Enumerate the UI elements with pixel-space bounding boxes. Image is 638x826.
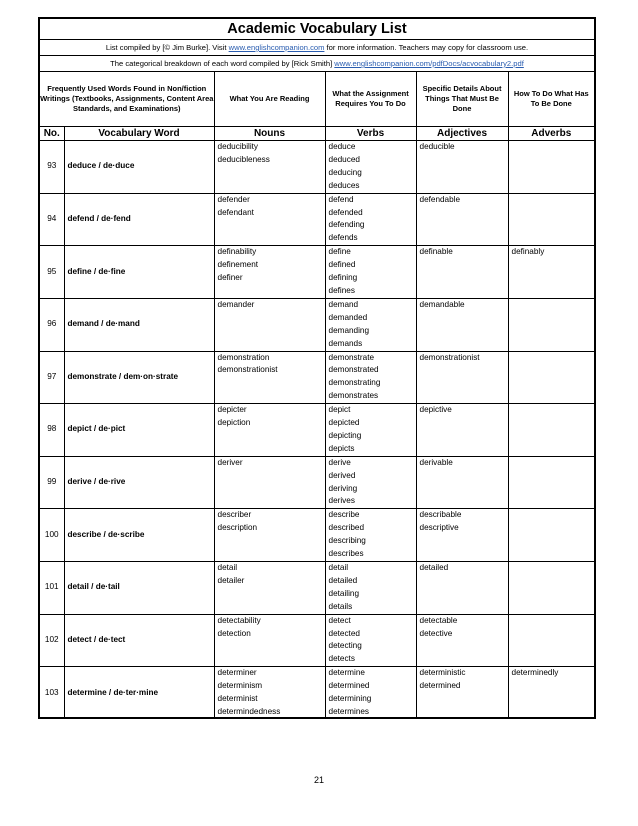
verbs-cell — [325, 298, 416, 351]
noun-entry: depicter — [217, 405, 247, 415]
adjectives-cell — [416, 141, 508, 194]
adjective-entry: detective — [419, 628, 453, 638]
col-no-header: No. — [40, 127, 64, 141]
verb-entry: defines — [328, 285, 355, 295]
vocabulary-word: derive / de·rive — [64, 456, 214, 509]
noun-entry: determinism — [217, 681, 263, 691]
category-reading: What You Are Reading — [214, 72, 325, 127]
noun-entry: depiction — [217, 418, 251, 428]
nouns-cell — [214, 509, 325, 562]
nouns-cell — [214, 404, 325, 457]
adverb-entry: definably — [511, 247, 545, 257]
verb-entry: determine — [328, 668, 365, 678]
vocabulary-word: detect / de·tect — [64, 614, 214, 667]
noun-entry: deducibleness — [217, 154, 270, 164]
verb-entry: defends — [328, 233, 358, 243]
word-number: 97 — [40, 351, 64, 404]
word-number: 103 — [40, 667, 64, 719]
verb-entry: describes — [328, 549, 364, 559]
col-adjectives-header: Adjectives — [416, 127, 508, 141]
verb-entry: detailing — [328, 588, 360, 598]
nouns-cell — [214, 351, 325, 404]
adverbs-cell — [508, 246, 594, 299]
verb-entry: demonstrated — [328, 365, 379, 375]
verb-entry: describe — [328, 510, 360, 520]
vocabulary-word: describe / de·scribe — [64, 509, 214, 562]
page-title: Academic Vocabulary List — [227, 21, 407, 37]
verbs-cell — [325, 456, 416, 509]
nouns-cell — [214, 562, 325, 615]
table-row — [40, 509, 594, 562]
verb-entry: derived — [328, 470, 356, 480]
noun-entry: defendant — [217, 207, 254, 217]
noun-entry: determinist — [217, 694, 258, 704]
adverbs-cell — [508, 614, 594, 667]
verb-entry: describing — [328, 536, 366, 546]
verbs-cell — [325, 404, 416, 457]
credit-1-text: List compiled by [© Jim Burke]. Visit — [105, 43, 229, 52]
verb-entry: determined — [328, 681, 370, 691]
col-word-header: Vocabulary Word — [64, 127, 214, 141]
category-howto: How To Do What Has To Be Done — [508, 72, 594, 127]
verb-entry: demonstrate — [328, 352, 375, 362]
table-row — [40, 298, 594, 351]
word-number: 101 — [40, 562, 64, 615]
verb-entry: deduce — [328, 142, 356, 151]
adverbs-cell — [508, 141, 594, 194]
noun-entry: detail — [217, 563, 238, 572]
adjectives-cell — [416, 404, 508, 457]
adjectives-cell — [416, 351, 508, 404]
adverbs-cell — [508, 562, 594, 615]
noun-entry: deriver — [217, 457, 243, 467]
verb-entry: demand — [328, 299, 359, 309]
adjective-entry: deducible — [419, 142, 455, 151]
verbs-cell — [325, 562, 416, 615]
adverbs-cell — [508, 667, 594, 719]
adjectives-cell — [416, 193, 508, 246]
page-number: 21 — [313, 775, 324, 785]
word-number: 94 — [40, 193, 64, 246]
noun-entry: defender — [217, 194, 250, 204]
verb-entry: defended — [328, 207, 363, 217]
noun-entry: detectability — [217, 615, 261, 625]
adjective-entry: demonstrationist — [419, 352, 480, 362]
noun-entry: deducibility — [217, 142, 259, 151]
adjectives-cell — [416, 456, 508, 509]
nouns-cell — [214, 456, 325, 509]
category-details: Specific Details About Things That Must Be Done — [416, 72, 508, 127]
noun-entry: definability — [217, 247, 257, 257]
verb-entry: detail — [328, 563, 349, 572]
adjectives-cell — [416, 562, 508, 615]
word-number: 99 — [40, 456, 64, 509]
verb-entry: demonstrating — [328, 378, 381, 388]
category-header-row — [40, 72, 594, 127]
word-number: 102 — [40, 614, 64, 667]
word-number: 96 — [40, 298, 64, 351]
verb-entry: deduced — [328, 154, 360, 164]
noun-entry: describer — [217, 510, 252, 520]
word-number: 98 — [40, 404, 64, 457]
noun-entry: demander — [217, 299, 255, 309]
col-nouns-header: Nouns — [214, 127, 325, 141]
adverb-entry: determinedly — [511, 668, 559, 678]
adjective-entry: detailed — [419, 563, 449, 572]
adjective-entry: derivable — [419, 457, 453, 467]
verb-entry: defending — [328, 220, 365, 230]
table-row — [40, 246, 594, 299]
nouns-cell — [214, 246, 325, 299]
adjectives-cell — [416, 246, 508, 299]
vocabulary-word: deduce / de·duce — [64, 141, 214, 194]
vocabulary-word: defend / de·fend — [64, 193, 214, 246]
verb-entry: details — [328, 601, 353, 611]
adjective-entry: deterministic — [419, 668, 466, 678]
noun-entry: demonstrationist — [217, 365, 278, 375]
verb-entry: detect — [328, 615, 351, 625]
credit-line-1 — [40, 40, 594, 56]
verbs-cell — [325, 246, 416, 299]
adjectives-cell — [416, 298, 508, 351]
adjective-entry: descriptive — [419, 523, 459, 533]
adjective-entry: determined — [419, 681, 461, 691]
vocabulary-word: define / de·fine — [64, 246, 214, 299]
noun-entry: detection — [217, 628, 251, 638]
table-row — [40, 351, 594, 404]
vocabulary-word: demonstrate / dem·on·strate — [64, 351, 214, 404]
adverbs-cell — [508, 193, 594, 246]
adverbs-cell — [508, 351, 594, 404]
verb-entry: demands — [328, 338, 363, 348]
verb-entry: depict — [328, 405, 351, 415]
credit-line-2 — [40, 56, 594, 72]
table-row — [40, 193, 594, 246]
verb-entry: deduces — [328, 180, 360, 190]
noun-entry: definer — [217, 273, 243, 283]
vocabulary-sheet — [38, 17, 596, 719]
verb-entry: depicting — [328, 430, 362, 440]
acvocabulary-pdf-link[interactable]: www.englishcompanion.com/pdfDocs/acvocabulary2.pdf — [334, 59, 524, 68]
verb-entry: define — [328, 247, 351, 257]
adjective-entry: definable — [419, 247, 453, 257]
nouns-cell — [214, 667, 325, 719]
verb-entry: depicts — [328, 443, 355, 453]
verb-entry: detects — [328, 654, 355, 664]
adjective-entry: describable — [419, 510, 462, 520]
adverbs-cell — [508, 456, 594, 509]
table-row — [40, 141, 594, 194]
vocabulary-rows — [40, 141, 594, 719]
word-number: 93 — [40, 141, 64, 194]
verb-entry: determining — [328, 694, 372, 704]
table-row — [40, 456, 594, 509]
verbs-cell — [325, 614, 416, 667]
adjectives-cell — [416, 509, 508, 562]
vocabulary-word: detail / de·tail — [64, 562, 214, 615]
noun-entry: description — [217, 523, 258, 533]
verb-entry: determines — [328, 706, 370, 716]
verb-entry: depicted — [328, 418, 360, 428]
verb-entry: defining — [328, 273, 358, 283]
vocabulary-table — [40, 72, 594, 719]
vocabulary-word: determine / de·ter·mine — [64, 667, 214, 719]
englishcompanion-link[interactable]: www.englishcompanion.com — [228, 43, 325, 52]
verb-entry: defend — [328, 194, 354, 204]
vocabulary-word: demand / de·mand — [64, 298, 214, 351]
verb-entry: deriving — [328, 483, 358, 493]
adjective-entry: demandable — [419, 299, 465, 309]
noun-entry: detailer — [217, 575, 245, 585]
category-assignment: What the Assignment Requires You To Do — [325, 72, 416, 127]
verb-entry: detailed — [328, 575, 358, 585]
verb-entry: detecting — [328, 641, 362, 651]
verb-entry: detected — [328, 628, 360, 638]
adjective-entry: depictive — [419, 405, 452, 415]
table-row — [40, 404, 594, 457]
verbs-cell — [325, 193, 416, 246]
adjective-entry: detectable — [419, 615, 458, 625]
verbs-cell — [325, 667, 416, 719]
noun-entry: determindedness — [217, 706, 281, 716]
verb-entry: demonstrates — [328, 391, 379, 401]
col-verbs-header: Verbs — [325, 127, 416, 141]
col-adverbs-header: Adverbs — [508, 127, 594, 141]
verbs-cell — [325, 351, 416, 404]
word-number: 100 — [40, 509, 64, 562]
verbs-cell — [325, 141, 416, 194]
nouns-cell — [214, 141, 325, 194]
vocabulary-word: depict / de·pict — [64, 404, 214, 457]
noun-entry: determiner — [217, 668, 257, 678]
word-number: 95 — [40, 246, 64, 299]
verb-entry: derive — [328, 457, 351, 467]
verb-entry: demanding — [328, 325, 370, 335]
column-header-row — [40, 127, 594, 141]
adverbs-cell — [508, 509, 594, 562]
verb-entry: deducing — [328, 167, 362, 177]
adjective-entry: defendable — [419, 194, 461, 204]
category-source: Frequently Used Words Found in Non/fiction Writings (Textbooks, Assignments, Content Area Standards, and Examinations) — [40, 72, 214, 127]
adverbs-cell — [508, 298, 594, 351]
verb-entry: demanded — [328, 312, 368, 322]
verb-entry: defined — [328, 260, 356, 270]
credit-2-text: The categorical breakdown of each word compiled by [Rick Smith] — [110, 59, 335, 68]
nouns-cell — [214, 614, 325, 667]
table-row — [40, 562, 594, 615]
nouns-cell — [214, 298, 325, 351]
adjectives-cell — [416, 667, 508, 719]
table-row — [40, 667, 594, 719]
noun-entry: definement — [217, 260, 259, 270]
title-bar — [40, 19, 594, 40]
verb-entry: derives — [328, 496, 355, 506]
adjectives-cell — [416, 614, 508, 667]
verbs-cell — [325, 509, 416, 562]
table-row — [40, 614, 594, 667]
noun-entry: demonstration — [217, 352, 270, 362]
nouns-cell — [214, 193, 325, 246]
credit-1-text-after: for more information. Teachers may copy for classroom use. — [324, 43, 529, 52]
verb-entry: described — [328, 523, 365, 533]
adverbs-cell — [508, 404, 594, 457]
